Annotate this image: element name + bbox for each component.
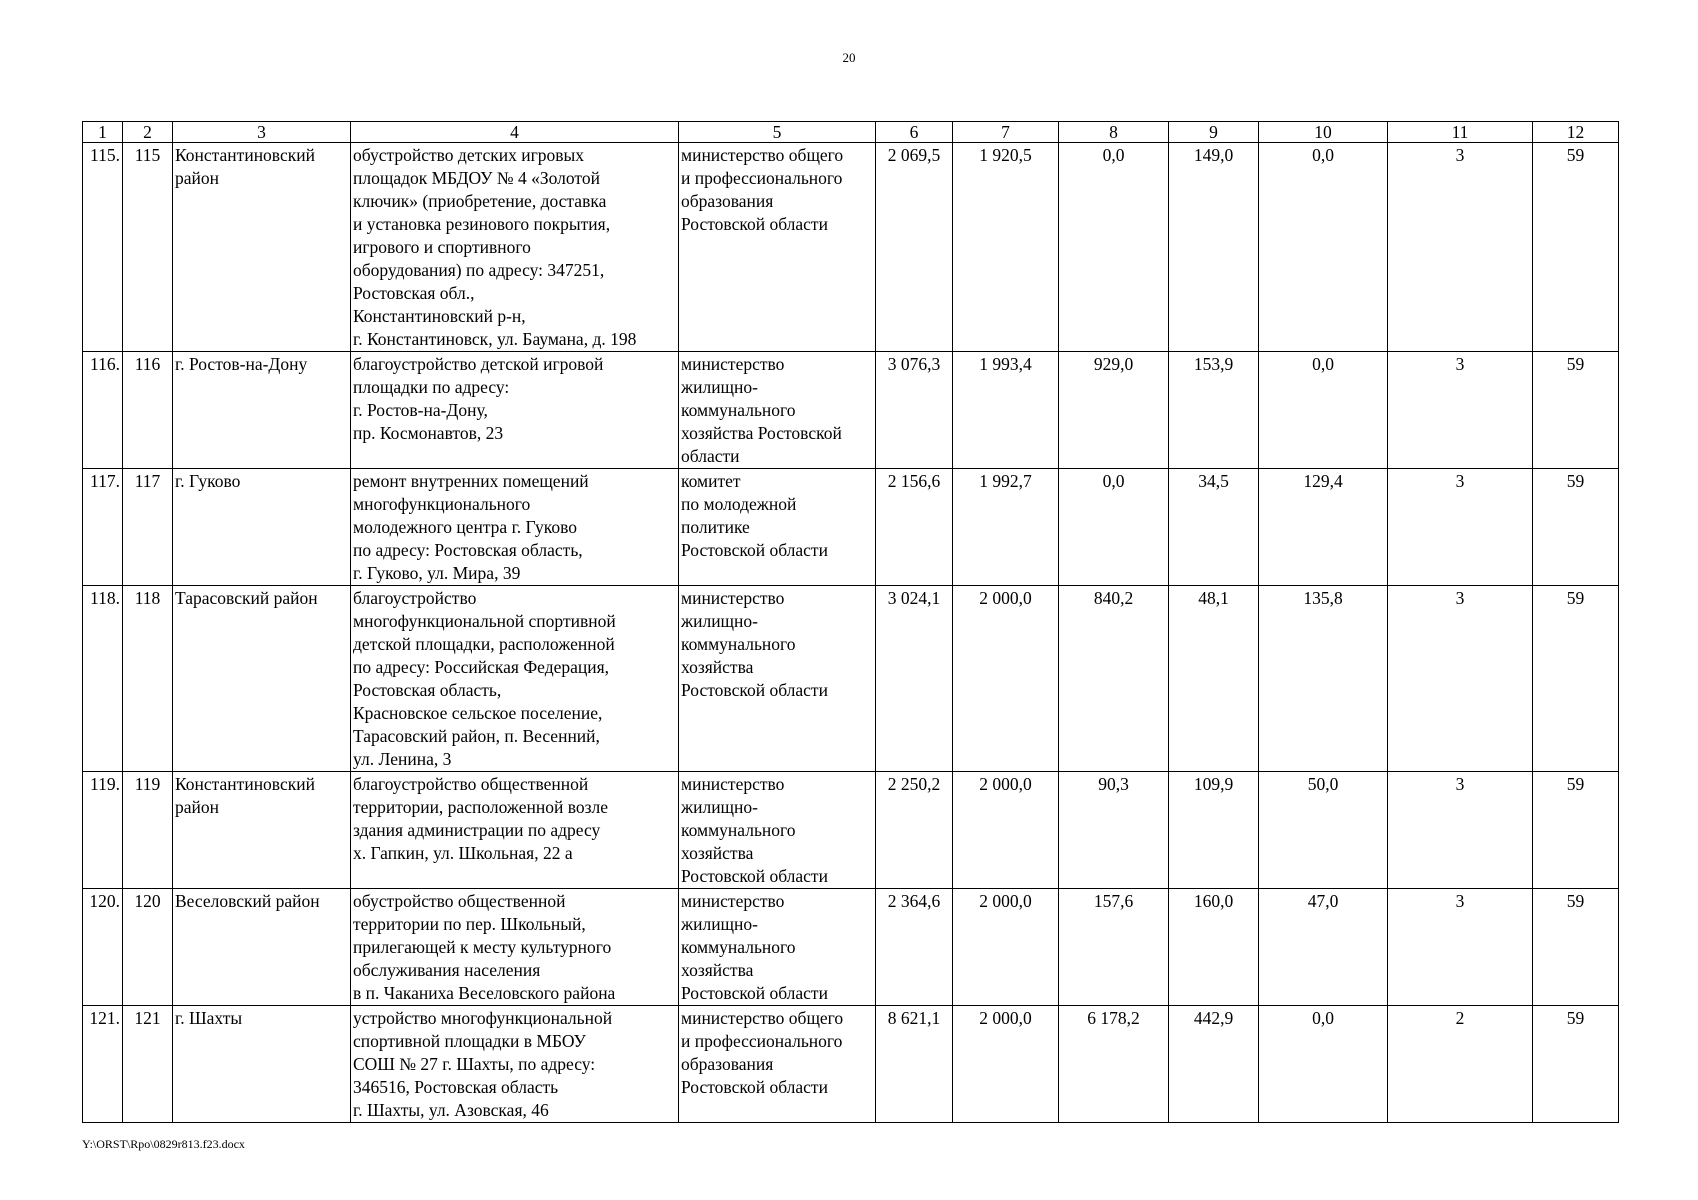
row-id-cell: 121 [123, 1006, 173, 1123]
row-id-cell: 115 [123, 143, 173, 352]
description-cell [351, 1006, 679, 1123]
ministry-cell-line: министерство [681, 774, 785, 794]
ministry-cell-line: министерство общего [681, 1008, 844, 1028]
ministry-cell [679, 469, 876, 586]
value-col8-cell: 0,0 [1059, 469, 1169, 586]
value-col7-cell: 2 000,0 [953, 586, 1059, 772]
value-col10-cell: 0,0 [1259, 1006, 1388, 1123]
header-cell: 4 [351, 122, 679, 143]
description-cell-line: СОШ № 27 г. Шахты, по адресу: [353, 1054, 596, 1074]
value-col12-cell: 59 [1533, 1006, 1619, 1123]
value-col8-cell: 157,6 [1059, 889, 1169, 1006]
ministry-cell-line: и профессионального [681, 168, 843, 188]
description-cell [351, 889, 679, 1006]
ministry-cell-line: по молодежной [681, 494, 797, 514]
district-cell [173, 772, 351, 889]
ministry-cell-line: министерство [681, 354, 785, 374]
value-col12-cell: 59 [1533, 352, 1619, 469]
description-cell-line: детской площадки, расположенной [353, 634, 615, 654]
value-col8-cell: 929,0 [1059, 352, 1169, 469]
value-col8-cell: 90,3 [1059, 772, 1169, 889]
value-col6-cell: 8 621,1 [876, 1006, 953, 1123]
description-cell-line: обустройство детских игровых [353, 145, 585, 165]
header-cell: 1 [83, 122, 123, 143]
description-cell-line: многофункционального [353, 494, 531, 514]
value-col10-cell: 135,8 [1259, 586, 1388, 772]
ministry-cell [679, 772, 876, 889]
value-col9-cell: 34,5 [1169, 469, 1259, 586]
description-cell-line: площадок МБДОУ № 4 «Золотой [353, 168, 600, 188]
description-cell-line: оборудования) по адресу: 347251, [353, 260, 605, 280]
description-cell-line: ремонт внутренних помещений [353, 471, 589, 491]
value-col6-cell: 2 364,6 [876, 889, 953, 1006]
description-cell-line: 346516, Ростовская область [353, 1077, 559, 1097]
ministry-cell-line: Ростовской области [681, 540, 828, 560]
ministry-cell-line: коммунального [681, 400, 796, 420]
value-col7-cell: 1 992,7 [953, 469, 1059, 586]
row-id-cell: 118 [123, 586, 173, 772]
ministry-cell-line: жилищно- [681, 914, 758, 934]
row-id-cell: 116 [123, 352, 173, 469]
value-col6-cell: 2 250,2 [876, 772, 953, 889]
district-cell-line: г. Шахты [175, 1008, 243, 1028]
row-number-cell: 120. [83, 889, 123, 1006]
description-cell [351, 586, 679, 772]
description-cell-line: Красновское сельское поселение, [353, 703, 603, 723]
description-cell-line: прилегающей к месту культурного [353, 937, 612, 957]
value-col9-cell: 160,0 [1169, 889, 1259, 1006]
ministry-cell-line: коммунального [681, 634, 796, 654]
description-cell-line: г. Шахты, ул. Азовская, 46 [353, 1100, 549, 1120]
data-table [82, 121, 1619, 1123]
row-id-cell: 117 [123, 469, 173, 586]
district-cell-line: Константиновский [175, 774, 315, 794]
ministry-cell-line: комитет [681, 471, 741, 491]
ministry-cell-line: Ростовской области [681, 983, 828, 1003]
description-cell-line: ул. Ленина, 3 [353, 749, 452, 769]
ministry-cell [679, 586, 876, 772]
ministry-cell-line: жилищно- [681, 797, 758, 817]
ministry-cell-line: области [681, 446, 740, 466]
district-cell-line: Веселовский район [175, 891, 320, 911]
value-col10-cell: 0,0 [1259, 143, 1388, 352]
value-col8-cell: 0,0 [1059, 143, 1169, 352]
district-cell-line: Тарасовский район [175, 588, 318, 608]
ministry-cell-line: министерство [681, 891, 785, 911]
value-col9-cell: 442,9 [1169, 1006, 1259, 1123]
header-cell: 10 [1259, 122, 1388, 143]
ministry-cell-line: жилищно- [681, 611, 758, 631]
row-number-cell: 121. [83, 1006, 123, 1123]
description-cell-line: благоустройство общественной [353, 774, 589, 794]
table-row [83, 469, 1619, 586]
description-cell-line: г. Гуково, ул. Мира, 39 [353, 563, 521, 583]
header-cell: 11 [1388, 122, 1533, 143]
description-cell-line: Тарасовский район, п. Весенний, [353, 726, 600, 746]
description-cell-line: площадки по адресу: [353, 377, 510, 397]
ministry-cell-line: хозяйства Ростовской [681, 423, 842, 443]
value-col11-cell: 3 [1388, 772, 1533, 889]
district-cell [173, 143, 351, 352]
value-col8-cell: 6 178,2 [1059, 1006, 1169, 1123]
header-cell: 3 [173, 122, 351, 143]
district-cell-line: г. Ростов-на-Дону [175, 354, 308, 374]
description-cell [351, 143, 679, 352]
description-cell [351, 469, 679, 586]
value-col8-cell: 840,2 [1059, 586, 1169, 772]
header-cell: 12 [1533, 122, 1619, 143]
description-cell [351, 772, 679, 889]
value-col12-cell: 59 [1533, 586, 1619, 772]
ministry-cell-line: коммунального [681, 937, 796, 957]
value-col12-cell: 59 [1533, 469, 1619, 586]
value-col11-cell: 3 [1388, 889, 1533, 1006]
ministry-cell-line: Ростовской области [681, 680, 828, 700]
description-cell-line: территории по пер. Школьный, [353, 914, 586, 934]
description-cell-line: территории, расположенной возле [353, 797, 609, 817]
description-cell-line: в п. Чаканиха Веселовского района [353, 983, 616, 1003]
table-row [83, 586, 1619, 772]
value-col10-cell: 47,0 [1259, 889, 1388, 1006]
district-cell [173, 1006, 351, 1123]
district-cell-line: г. Гуково [175, 471, 241, 491]
district-cell [173, 889, 351, 1006]
value-col7-cell: 2 000,0 [953, 772, 1059, 889]
row-number-cell: 119. [83, 772, 123, 889]
ministry-cell [679, 143, 876, 352]
description-cell-line: многофункциональной спортивной [353, 611, 616, 631]
ministry-cell-line: Ростовской области [681, 214, 828, 234]
description-cell-line: Ростовская обл., [353, 283, 475, 303]
description-cell-line: благоустройство [353, 588, 477, 608]
value-col10-cell: 50,0 [1259, 772, 1388, 889]
value-col10-cell: 129,4 [1259, 469, 1388, 586]
header-cell: 8 [1059, 122, 1169, 143]
table-row [83, 1006, 1619, 1123]
value-col11-cell: 3 [1388, 352, 1533, 469]
ministry-cell-line: и профессионального [681, 1031, 843, 1051]
district-cell-line: район [175, 797, 219, 817]
value-col9-cell: 109,9 [1169, 772, 1259, 889]
ministry-cell-line: Ростовской области [681, 1077, 828, 1097]
ministry-cell-line: хозяйства [681, 843, 754, 863]
ministry-cell-line: хозяйства [681, 960, 754, 980]
description-cell [351, 352, 679, 469]
value-col12-cell: 59 [1533, 143, 1619, 352]
value-col11-cell: 3 [1388, 143, 1533, 352]
table-header-row [83, 122, 1619, 143]
description-cell-line: обустройство общественной [353, 891, 566, 911]
table-row [83, 772, 1619, 889]
page-number: 20 [842, 50, 856, 65]
district-cell [173, 352, 351, 469]
description-cell-line: ключик» (приобретение, доставка [353, 191, 607, 211]
description-cell-line: Ростовская область, [353, 680, 502, 700]
ministry-cell-line: политике [681, 517, 750, 537]
ministry-cell [679, 889, 876, 1006]
table-row [83, 352, 1619, 469]
header-cell: 5 [679, 122, 876, 143]
value-col6-cell: 3 076,3 [876, 352, 953, 469]
row-number-cell: 118. [83, 586, 123, 772]
ministry-cell-line: образования [681, 191, 774, 211]
ministry-cell-line: министерство [681, 588, 785, 608]
value-col9-cell: 153,9 [1169, 352, 1259, 469]
ministry-cell-line: жилищно- [681, 377, 758, 397]
value-col12-cell: 59 [1533, 889, 1619, 1006]
value-col7-cell: 1 920,5 [953, 143, 1059, 352]
value-col6-cell: 2 069,5 [876, 143, 953, 352]
header-cell: 7 [953, 122, 1059, 143]
description-cell-line: по адресу: Российская Федерация, [353, 657, 610, 677]
table-row [83, 143, 1619, 352]
ministry-cell [679, 1006, 876, 1123]
value-col7-cell: 2 000,0 [953, 889, 1059, 1006]
value-col12-cell: 59 [1533, 772, 1619, 889]
district-cell-line: район [175, 168, 219, 188]
value-col10-cell: 0,0 [1259, 352, 1388, 469]
description-cell-line: х. Гапкин, ул. Школьная, 22 а [353, 843, 573, 863]
ministry-cell-line: Ростовской области [681, 866, 828, 886]
ministry-cell [679, 352, 876, 469]
row-number-cell: 117. [83, 469, 123, 586]
district-cell [173, 586, 351, 772]
description-cell-line: устройство многофункциональной [353, 1008, 613, 1028]
header-cell: 2 [123, 122, 173, 143]
description-cell-line: здания администрации по адресу [353, 820, 601, 840]
row-id-cell: 120 [123, 889, 173, 1006]
description-cell-line: обслуживания населения [353, 960, 541, 980]
value-col6-cell: 2 156,6 [876, 469, 953, 586]
value-col11-cell: 3 [1388, 586, 1533, 772]
value-col11-cell: 3 [1388, 469, 1533, 586]
ministry-cell-line: хозяйства [681, 657, 754, 677]
value-col6-cell: 3 024,1 [876, 586, 953, 772]
value-col7-cell: 1 993,4 [953, 352, 1059, 469]
value-col7-cell: 2 000,0 [953, 1006, 1059, 1123]
footer-file-path: Y:\ORST\Rpo\0829r813.f23.docx [82, 1137, 245, 1151]
value-col11-cell: 2 [1388, 1006, 1533, 1123]
value-col9-cell: 149,0 [1169, 143, 1259, 352]
ministry-cell-line: коммунального [681, 820, 796, 840]
description-cell-line: игрового и спортивного [353, 237, 531, 257]
ministry-cell-line: образования [681, 1054, 774, 1074]
description-cell-line: Константиновский р-н, [353, 306, 526, 326]
header-cell: 9 [1169, 122, 1259, 143]
description-cell-line: г. Ростов-на-Дону, [353, 400, 488, 420]
ministry-cell-line: министерство общего [681, 145, 844, 165]
description-cell-line: и установка резинового покрытия, [353, 214, 611, 234]
district-cell-line: Константиновский [175, 145, 315, 165]
description-cell-line: благоустройство детской игровой [353, 354, 604, 374]
row-id-cell: 119 [123, 772, 173, 889]
description-cell-line: молодежного центра г. Гуково [353, 517, 577, 537]
description-cell-line: по адресу: Ростовская область, [353, 540, 583, 560]
header-cell: 6 [876, 122, 953, 143]
row-number-cell: 116. [83, 352, 123, 469]
district-cell [173, 469, 351, 586]
value-col9-cell: 48,1 [1169, 586, 1259, 772]
description-cell-line: г. Константиновск, ул. Баумана, д. 198 [353, 329, 637, 349]
description-cell-line: спортивной площадки в МБОУ [353, 1031, 586, 1051]
row-number-cell: 115. [83, 143, 123, 352]
description-cell-line: пр. Космонавтов, 23 [353, 423, 504, 443]
table-row [83, 889, 1619, 1006]
